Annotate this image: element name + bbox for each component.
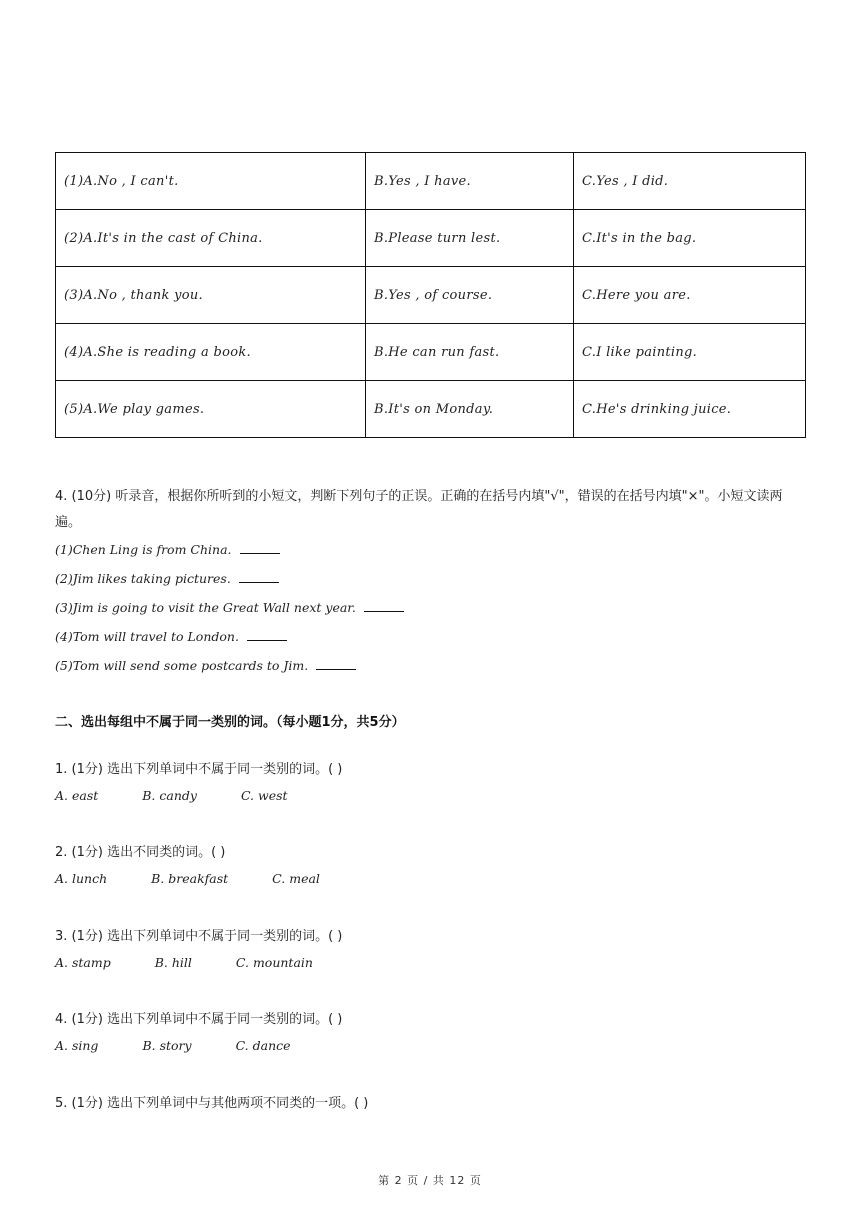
question-stem: 1. (1分) 选出下列单词中不属于同一类别的词。( ) (55, 762, 343, 777)
option-a: A. sing (55, 1038, 99, 1053)
answer-blank[interactable] (247, 628, 287, 641)
table-row (56, 381, 806, 438)
answer-blank[interactable] (239, 570, 279, 583)
table-cell: (3)A.No , thank you. (56, 267, 366, 324)
option-b: B. candy (142, 788, 197, 803)
question-options (55, 953, 807, 973)
table-cell: B.Yes , of course. (366, 267, 574, 324)
option-a: A. lunch (55, 871, 108, 886)
table-cell: C.He's drinking juice. (574, 381, 806, 438)
question-options (55, 869, 807, 889)
question-stem: 4. (1分) 选出下列单词中不属于同一类别的词。( ) (55, 1012, 343, 1027)
answer-options-table (55, 152, 806, 438)
question-options (55, 786, 807, 806)
table-row (56, 210, 806, 267)
table-cell: C.It's in the bag. (574, 210, 806, 267)
statement-item (55, 628, 287, 644)
statement-item (55, 657, 356, 673)
statement-text: (5)Tom will send some postcards to Jim. (55, 658, 309, 673)
option-a: A. east (55, 788, 99, 803)
table-cell: C.Here you are. (574, 267, 806, 324)
table-cell: (4)A.She is reading a book. (56, 324, 366, 381)
statement-text: (1)Chen Ling is from China. (55, 542, 232, 557)
question-options (55, 1036, 807, 1056)
statement-text: (3)Jim is going to visit the Great Wall next year. (55, 600, 356, 615)
table-row (56, 267, 806, 324)
option-c: C. meal (272, 871, 320, 886)
question-stem: 5. (1分) 选出下列单词中与其他两项不同类的一项。( ) (55, 1096, 369, 1111)
option-c: C. west (240, 788, 288, 803)
statement-text: (4)Tom will travel to London. (55, 629, 239, 644)
statement-text: (2)Jim likes taking pictures. (55, 571, 231, 586)
table-cell: B.He can run fast. (366, 324, 574, 381)
table-cell: (5)A.We play games. (56, 381, 366, 438)
question-item (55, 759, 807, 806)
option-c: C. mountain (235, 955, 313, 970)
table-cell: B.Yes , I have. (366, 153, 574, 210)
table-row (56, 324, 806, 381)
table-cell: B.Please turn lest. (366, 210, 574, 267)
option-b: B. hill (154, 955, 192, 970)
option-a: A. stamp (55, 955, 111, 970)
table-cell: C.I like painting. (574, 324, 806, 381)
question-item (55, 1093, 807, 1115)
question-stem: 2. (1分) 选出不同类的词。( ) (55, 845, 226, 860)
statement-item (55, 570, 279, 586)
section-heading: 二、选出每组中不属于同一类别的词。（每小题1分，共5分） (55, 715, 405, 730)
statement-item (55, 599, 404, 615)
statement-item (55, 541, 280, 557)
question-item (55, 1009, 807, 1056)
option-b: B. story (142, 1038, 192, 1053)
question-stem: 3. (1分) 选出下列单词中不属于同一类别的词。( ) (55, 929, 343, 944)
option-b: B. breakfast (151, 871, 229, 886)
table-row (56, 153, 806, 210)
question-4-stem: 4. (10分) 听录音，根据你所听到的小短文，判断下列句子的正误。正确的在括号内填"√"，错误的在括号内填"×"。小短文读两遍。 (55, 489, 783, 530)
answer-blank[interactable] (316, 657, 356, 670)
table-cell: B.It's on Monday. (366, 381, 574, 438)
question-item (55, 926, 807, 973)
answer-blank[interactable] (364, 599, 404, 612)
option-c: C. dance (235, 1038, 291, 1053)
table-cell: (1)A.No , I can't. (56, 153, 366, 210)
table-cell: C.Yes , I did. (574, 153, 806, 210)
answer-blank[interactable] (240, 541, 280, 554)
table-cell: (2)A.It's in the cast of China. (56, 210, 366, 267)
page-number-footer: 第 2 页 / 共 12 页 (378, 1174, 482, 1187)
question-item (55, 842, 807, 889)
